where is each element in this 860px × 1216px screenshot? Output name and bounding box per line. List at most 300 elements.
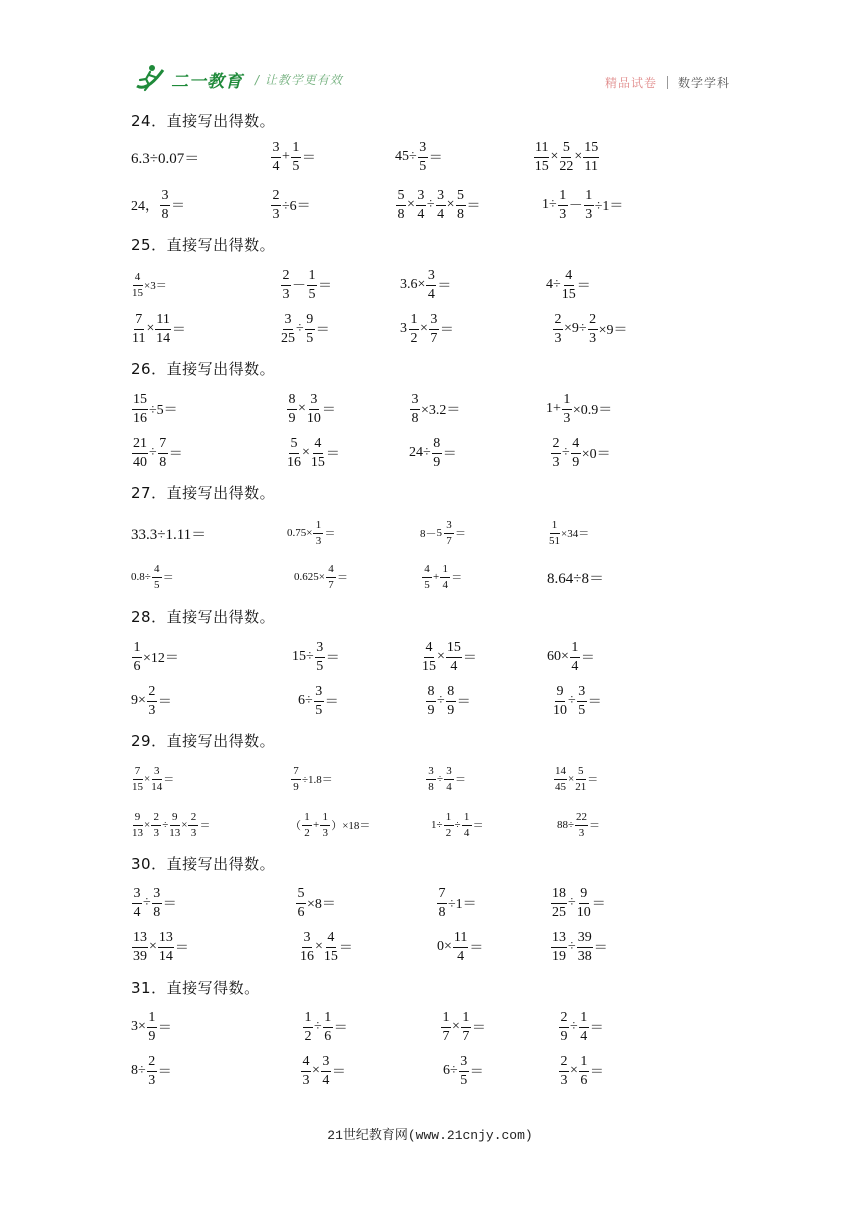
denominator: 9 — [288, 410, 296, 426]
header-tags — [605, 74, 730, 91]
expression-text: 24÷ — [409, 445, 431, 460]
numerator: 1 — [558, 189, 568, 206]
fraction — [562, 393, 572, 426]
math-problem — [131, 511, 206, 555]
expression-text: ＝ — [469, 941, 484, 956]
denominator: 10 — [576, 904, 591, 920]
fraction — [324, 931, 338, 964]
math-problem — [443, 1049, 484, 1093]
math-problem — [546, 387, 612, 431]
expression-text: + — [313, 819, 320, 831]
numerator: 15 — [132, 393, 148, 410]
math-problem — [437, 925, 483, 969]
expression-text: ＝ — [162, 572, 174, 584]
header-tag-subject: 数学学科 — [677, 76, 730, 90]
fraction — [155, 313, 170, 346]
numerator: 4 — [133, 272, 143, 286]
denominator: 5 — [316, 658, 324, 674]
denominator: 4 — [427, 286, 435, 302]
problem-row — [0, 387, 860, 431]
expression-text: － — [568, 199, 583, 214]
fraction — [169, 812, 180, 839]
expression-text: ＝ — [589, 1065, 604, 1080]
denominator: 4 — [133, 904, 141, 920]
fraction — [461, 1011, 471, 1044]
fraction — [422, 564, 432, 591]
math-problem — [131, 387, 178, 431]
numerator: 8 — [287, 393, 297, 410]
fraction — [314, 685, 324, 718]
expression-text: × — [146, 321, 155, 336]
denominator: 5 — [578, 702, 586, 718]
numerator: 1 — [323, 1011, 333, 1028]
math-problem — [547, 635, 595, 679]
problem-row — [0, 263, 860, 307]
denominator: 13 — [132, 826, 143, 839]
problem-row — [0, 803, 860, 847]
expression-text: ×9＝ — [598, 323, 628, 338]
fraction — [311, 437, 325, 470]
expression-text: ÷ — [562, 445, 570, 460]
math-problem — [131, 135, 199, 179]
expression-text: + — [433, 571, 440, 583]
numerator: 3 — [436, 189, 446, 206]
expression-text: 3× — [131, 1019, 146, 1034]
expression-text: ＝ — [162, 897, 177, 912]
expression-text: × — [181, 819, 188, 831]
logo-slogan: / 让教学更有效 — [255, 72, 343, 87]
numerator: 2 — [553, 313, 563, 330]
expression-text: × — [144, 819, 151, 831]
math-problem — [131, 881, 177, 925]
fraction — [459, 1055, 469, 1088]
denominator: 3 — [585, 206, 593, 222]
fraction — [287, 393, 297, 426]
numerator: 11 — [453, 931, 468, 948]
expression-text: ＝ — [466, 199, 481, 214]
numerator: 2 — [147, 1055, 157, 1072]
expression-text: － — [292, 279, 306, 294]
numerator: 5 — [296, 887, 306, 904]
denominator: 6 — [324, 1028, 332, 1044]
fraction — [296, 887, 306, 920]
denominator: 4 — [571, 658, 579, 674]
denominator: 51 — [549, 534, 560, 547]
denominator: 8 — [438, 904, 446, 920]
expression-text: ÷ — [437, 693, 445, 708]
fraction — [440, 564, 450, 591]
denominator: 8 — [428, 780, 434, 793]
numerator: 3 — [410, 393, 420, 410]
expression-text: 9× — [131, 693, 146, 708]
expression-text: 24， — [131, 199, 159, 214]
numerator: 1 — [302, 812, 312, 826]
fraction — [436, 189, 446, 222]
math-problem — [425, 757, 466, 801]
numerator: 1 — [461, 1011, 471, 1028]
math-problem — [552, 307, 628, 351]
numerator: 3 — [152, 766, 162, 780]
fraction — [559, 1011, 569, 1044]
expression-text: ÷ — [568, 939, 576, 954]
expression-text: ＝ — [469, 1065, 484, 1080]
fraction — [562, 269, 576, 302]
fraction — [307, 269, 317, 302]
expression-text: ＝ — [336, 572, 348, 584]
numerator: 14 — [554, 766, 567, 780]
fraction — [426, 269, 436, 302]
numerator: 7 — [158, 437, 168, 454]
expression-text: ＝ — [428, 151, 443, 166]
numerator: 4 — [564, 269, 574, 286]
math-problem — [131, 1049, 172, 1093]
problem-row — [0, 679, 860, 723]
expression-text: ÷1＝ — [594, 199, 624, 214]
expression-text: ×8＝ — [307, 897, 336, 912]
numerator: 3 — [314, 685, 324, 702]
expression-text: ＝ — [324, 695, 339, 710]
numerator: 2 — [147, 685, 157, 702]
fraction — [534, 141, 549, 174]
numerator: 3 — [160, 189, 170, 206]
denominator: 14 — [151, 780, 163, 793]
math-problem — [550, 431, 611, 475]
expression-text: ＝ — [580, 651, 595, 666]
fraction — [147, 1011, 157, 1044]
expression-text: ＝ — [591, 897, 606, 912]
problem-row — [0, 635, 860, 679]
math-problem — [280, 263, 332, 307]
expression-text: × — [315, 939, 323, 954]
expression-text: ＝ — [587, 774, 599, 786]
expression-text: × — [407, 197, 415, 212]
numerator: 4 — [326, 564, 336, 578]
page-footer: 21世纪教育网(www.21cnjy.com) — [327, 1128, 533, 1143]
expression-text: ×3＝ — [144, 280, 167, 292]
expression-text: ＝ — [157, 1065, 172, 1080]
expression-text: 0.8÷ — [131, 571, 151, 583]
denominator: 15 — [310, 454, 325, 470]
fraction — [588, 313, 598, 346]
math-problem — [533, 135, 600, 179]
fraction — [429, 313, 439, 346]
denominator: 4 — [322, 1072, 330, 1088]
numerator: 5 — [576, 766, 586, 780]
problem-row — [0, 555, 860, 599]
numerator: 11 — [534, 141, 549, 158]
fraction — [584, 189, 594, 222]
numerator: 4 — [422, 564, 432, 578]
fraction — [551, 887, 567, 920]
denominator: 9 — [433, 454, 441, 470]
numerator: 3 — [302, 931, 312, 948]
denominator: 7 — [442, 1028, 450, 1044]
numerator: 1 — [550, 520, 560, 534]
fraction — [432, 437, 442, 470]
fraction — [570, 641, 580, 674]
numerator: 3 — [271, 141, 281, 158]
numerator: 3 — [315, 641, 325, 658]
numerator: 1 — [444, 812, 454, 826]
denominator: 15 — [132, 286, 143, 299]
fraction — [426, 766, 436, 793]
fraction — [418, 141, 428, 174]
numerator: 3 — [321, 1055, 331, 1072]
math-problem — [542, 183, 623, 227]
numerator: 4 — [424, 641, 434, 658]
numerator: 1 — [132, 641, 142, 658]
math-problem — [298, 679, 339, 723]
denominator: 21 — [575, 780, 587, 793]
numerator: 13 — [551, 931, 567, 948]
expression-text: ÷ — [568, 693, 576, 708]
denominator: 3 — [559, 206, 567, 222]
math-problem — [395, 183, 481, 227]
expression-text: ＝ — [318, 279, 332, 294]
expression-text: ＝ — [451, 572, 463, 584]
fraction — [441, 1011, 451, 1044]
numerator: 4 — [301, 1055, 311, 1072]
denominator: 2 — [304, 1028, 312, 1044]
math-problem — [421, 555, 462, 599]
expression-text: ÷1.8＝ — [302, 774, 333, 786]
expression-text: 8.64÷8＝ — [547, 570, 604, 587]
math-problem — [395, 135, 443, 179]
numerator: 4 — [326, 931, 336, 948]
math-problem — [131, 263, 167, 307]
fraction — [577, 931, 593, 964]
fraction — [444, 766, 454, 793]
expression-text: 3.6× — [400, 277, 426, 292]
expression-text: 33.3÷1.11＝ — [131, 526, 207, 543]
denominator: 3 — [563, 410, 571, 426]
denominator: 4 — [457, 948, 465, 964]
fraction — [132, 887, 142, 920]
denominator: 3 — [153, 826, 159, 839]
header-divider — [667, 76, 668, 89]
math-problem — [287, 511, 335, 555]
expression-text: 6.3÷0.07＝ — [131, 150, 200, 167]
numerator: 1 — [579, 1011, 589, 1028]
expression-text: 8－ — [420, 528, 437, 540]
fraction — [321, 1055, 331, 1088]
expression-text: 15÷ — [292, 649, 314, 664]
numerator: 9 — [305, 313, 315, 330]
fraction — [151, 812, 161, 839]
math-problem — [299, 925, 353, 969]
numerator: 15 — [583, 141, 599, 158]
numerator: 3 — [459, 1055, 469, 1072]
fraction — [271, 189, 281, 222]
numerator: 1 — [313, 520, 323, 534]
expression-text: × — [452, 1019, 460, 1034]
numerator: 5 — [561, 141, 571, 158]
expression-text: ×0.9＝ — [572, 403, 613, 418]
denominator: 2 — [304, 826, 310, 839]
fraction — [444, 812, 454, 839]
math-problem — [425, 679, 471, 723]
numerator: 11 — [155, 313, 170, 330]
denominator: 16 — [300, 948, 314, 964]
fraction — [326, 564, 336, 591]
fraction — [579, 1011, 589, 1044]
fraction — [281, 313, 295, 346]
fraction — [549, 520, 560, 547]
question-title: 27．直接写出得数。 — [131, 484, 276, 502]
denominator: 10 — [553, 702, 567, 718]
expression-text: （ — [290, 820, 301, 832]
denominator: 4 — [463, 826, 470, 839]
math-problem — [550, 925, 608, 969]
fraction — [305, 313, 315, 346]
expression-text: ÷ — [426, 197, 435, 212]
fraction — [132, 393, 148, 426]
denominator: 19 — [552, 948, 566, 964]
denominator: 15 — [422, 658, 436, 674]
expression-text: ＝ — [331, 1065, 346, 1080]
math-problem — [131, 679, 172, 723]
math-problem — [552, 679, 602, 723]
expression-text: 1+ — [546, 401, 561, 416]
denominator: 3 — [322, 826, 328, 839]
fraction — [160, 189, 170, 222]
denominator: 5 — [292, 158, 300, 174]
denominator: 13 — [169, 826, 181, 839]
denominator: 3 — [554, 330, 562, 346]
fraction — [577, 685, 587, 718]
denominator: 10 — [306, 410, 321, 426]
fraction — [554, 766, 567, 793]
expression-text: ÷ — [437, 773, 444, 785]
denominator: 5 — [419, 158, 427, 174]
denominator: 15 — [132, 780, 143, 793]
fraction — [422, 641, 436, 674]
math-problem — [553, 757, 598, 801]
expression-text: ＝ — [163, 774, 175, 786]
fraction — [313, 520, 323, 547]
numerator: 3 — [426, 766, 436, 780]
fraction — [158, 437, 168, 470]
math-problem — [302, 1005, 348, 1049]
math-problem — [131, 803, 210, 847]
math-problem — [131, 307, 186, 351]
numerator: 2 — [551, 437, 561, 454]
denominator: 3 — [589, 330, 597, 346]
expression-text: 4÷ — [546, 277, 561, 292]
denominator: 9 — [148, 1028, 156, 1044]
numerator: 7 — [134, 313, 144, 330]
problem-row — [0, 183, 860, 227]
problem-row — [0, 135, 860, 179]
problem-row — [0, 431, 860, 475]
expression-text: × — [568, 773, 575, 785]
denominator: 5 — [424, 578, 430, 591]
fraction — [271, 141, 281, 174]
fraction — [409, 313, 419, 346]
expression-text: ×0＝ — [581, 447, 611, 462]
expression-text: ×12＝ — [143, 651, 179, 666]
expression-text: ＝ — [455, 774, 467, 786]
numerator: 13 — [158, 931, 174, 948]
expression-text: ＝ — [587, 695, 602, 710]
fraction — [315, 641, 325, 674]
math-problem — [409, 387, 460, 431]
denominator: 3 — [560, 1072, 568, 1088]
mixed-number-integer: 5 — [436, 527, 442, 539]
denominator: 4 — [417, 206, 425, 222]
expression-text: 6÷ — [298, 693, 313, 708]
expression-text: 60× — [547, 649, 569, 664]
numerator: 1 — [303, 1011, 313, 1028]
fraction — [553, 685, 567, 718]
expression-text: ＝ — [333, 1021, 348, 1036]
expression-text: ÷ — [568, 895, 576, 910]
denominator: 22 — [559, 158, 574, 174]
expression-text: × — [574, 149, 583, 164]
numerator: 3 — [426, 269, 436, 286]
expression-text: × — [149, 939, 157, 954]
math-problem — [131, 1005, 172, 1049]
numerator: 7 — [437, 887, 447, 904]
numerator: 3 — [577, 685, 587, 702]
expression-text: ÷ — [314, 1019, 322, 1034]
denominator: 3 — [552, 454, 560, 470]
denominator: 14 — [158, 948, 173, 964]
expression-text: ÷ — [454, 819, 461, 831]
expression-text: × — [302, 445, 310, 460]
numerator: 3 — [418, 141, 428, 158]
expression-text: ＝ — [462, 651, 477, 666]
math-problem — [421, 635, 477, 679]
denominator: 4 — [580, 1028, 588, 1044]
denominator: 45 — [555, 780, 566, 793]
numerator: 21 — [132, 437, 148, 454]
problem-row — [0, 1005, 860, 1049]
numerator: 1 — [441, 1011, 451, 1028]
numerator: 5 — [456, 189, 466, 206]
expression-text: ÷ — [162, 819, 169, 831]
numerator: 3 — [444, 520, 454, 534]
math-problem — [409, 431, 457, 475]
question-title: 25．直接写出得数。 — [131, 236, 276, 254]
expression-text: × — [446, 197, 455, 212]
header-tag-quality: 精品试卷 — [604, 76, 657, 90]
math-problem — [131, 635, 179, 679]
fraction — [571, 437, 581, 470]
fraction — [188, 812, 198, 839]
question-title: 31．直接写得数。 — [131, 979, 260, 997]
numerator: 3 — [152, 887, 162, 904]
fraction — [147, 1055, 157, 1088]
math-problem — [400, 307, 454, 351]
fraction — [147, 685, 157, 718]
denominator: 16 — [287, 454, 301, 470]
math-problem — [270, 135, 316, 179]
fraction — [291, 766, 301, 793]
denominator: 3 — [148, 702, 156, 718]
expression-text: ＝ — [471, 1021, 486, 1036]
expression-text: ）×18＝ — [331, 820, 371, 832]
math-problem — [431, 803, 484, 847]
fraction — [453, 931, 468, 964]
fraction — [551, 931, 567, 964]
math-problem — [295, 881, 336, 925]
denominator: 5 — [460, 1072, 468, 1088]
question-title: 26．直接写出得数。 — [131, 360, 276, 378]
expression-text: ＝ — [324, 528, 336, 540]
denominator: 40 — [133, 454, 147, 470]
math-problem — [558, 1049, 604, 1093]
